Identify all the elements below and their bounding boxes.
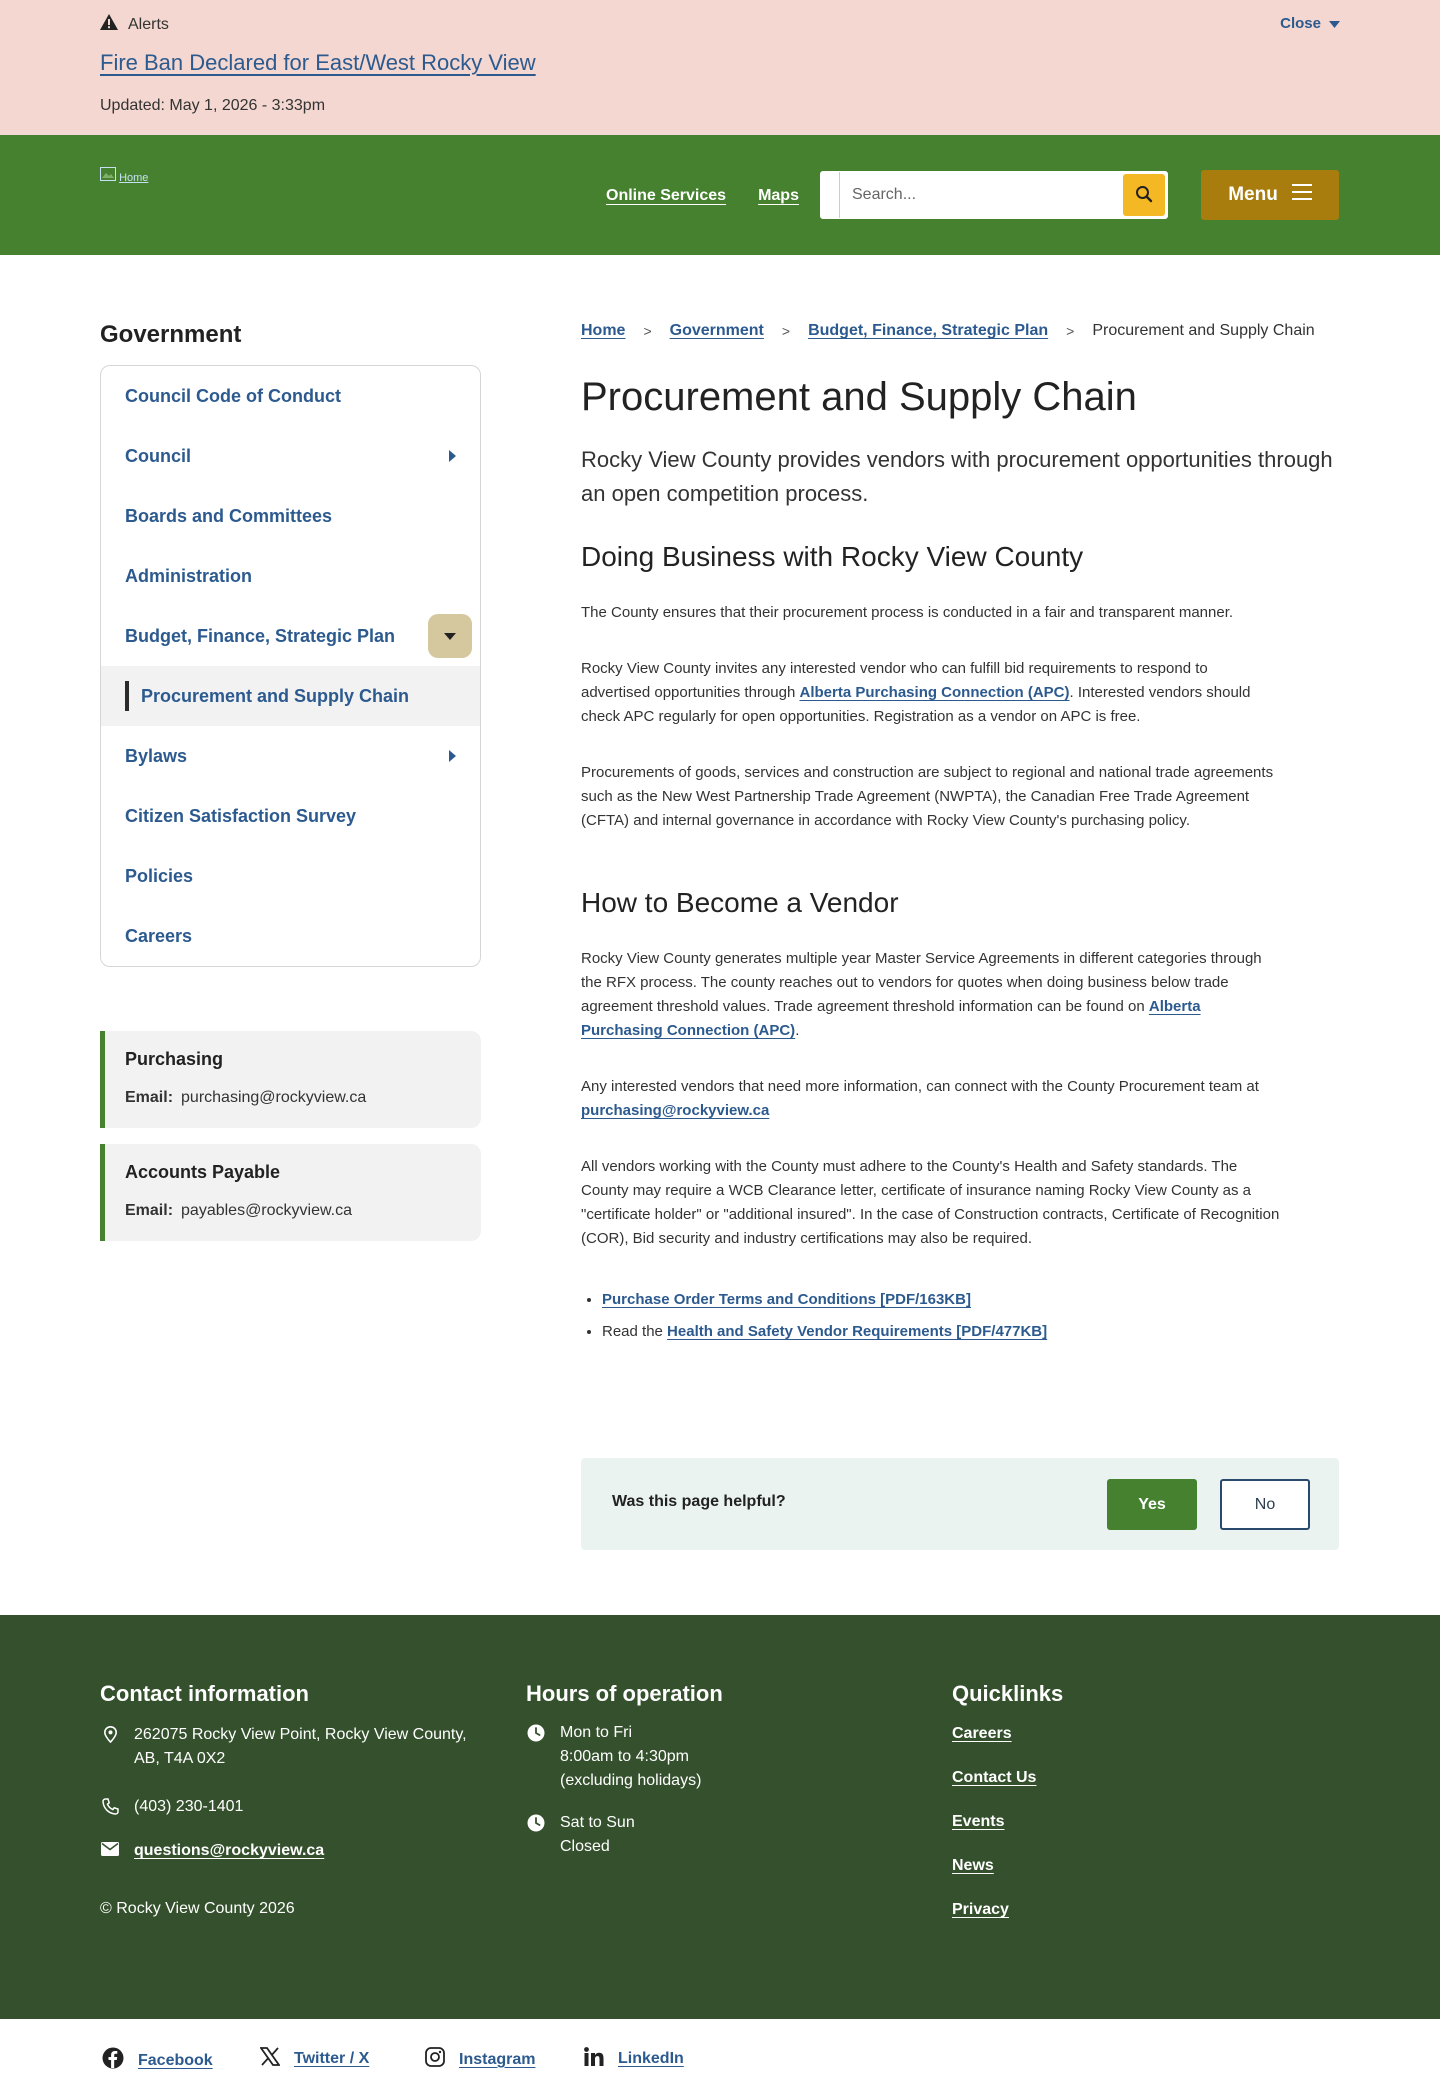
sidebar-item-label: Council Code of Conduct bbox=[125, 385, 341, 406]
social-instagram bbox=[425, 2047, 535, 2072]
list-item bbox=[602, 1316, 1047, 1348]
sidebar-item-council-code-of-conduct[interactable] bbox=[101, 366, 480, 426]
sidebar-item-budget-finance[interactable] bbox=[101, 606, 480, 666]
social-linkedin bbox=[584, 2047, 684, 2071]
sidebar-item-label: Bylaws bbox=[125, 745, 188, 766]
sidebar-item-bylaws[interactable] bbox=[101, 726, 480, 786]
email-value: purchasing@rockyview.ca bbox=[181, 1089, 367, 1106]
hours-weekend bbox=[526, 1811, 635, 1859]
text: Rocky View County generates multiple year Master Service Agreements in different categories through the RFX process. The county reaches out to vendors for quotes when doing business below trade agreement threshold values. Trade agreement threshold information can be found on bbox=[581, 950, 1262, 1015]
footer-email bbox=[100, 1839, 324, 1863]
footer-hours-title: Hours of operation bbox=[526, 1681, 723, 1706]
feedback-yes-button[interactable]: Yes bbox=[1107, 1479, 1197, 1530]
feedback-box bbox=[581, 1458, 1339, 1550]
alert-label: Alerts bbox=[128, 15, 169, 33]
menu-label: Menu bbox=[1228, 184, 1278, 205]
search-icon bbox=[1135, 185, 1153, 206]
paragraph bbox=[581, 947, 1281, 1043]
alert-close-label: Close bbox=[1280, 15, 1321, 32]
contact-card-email bbox=[125, 1089, 366, 1107]
hours-days: Mon to Fri bbox=[560, 1724, 633, 1741]
linkedin-icon[interactable] bbox=[584, 2047, 604, 2071]
footer-address bbox=[100, 1723, 480, 1771]
sidebar-item-label: Careers bbox=[125, 925, 193, 946]
contact-card-accounts-payable bbox=[100, 1144, 481, 1241]
hours-weekday-text bbox=[560, 1721, 701, 1793]
hours-weekday bbox=[526, 1721, 701, 1793]
alert-header bbox=[100, 14, 169, 35]
paragraph: The County ensures that their procurement process is conducted in a fair and transparent manner. bbox=[581, 604, 1234, 621]
clock-icon bbox=[526, 1811, 546, 1859]
purchasing-email-link[interactable]: purchasing@rockyview.ca bbox=[581, 1102, 770, 1119]
sidebar-item-label: Administration bbox=[125, 565, 253, 586]
quicklink-careers[interactable]: Careers bbox=[952, 1725, 1012, 1742]
breadcrumb-budget[interactable]: Budget, Finance, Strategic Plan bbox=[808, 322, 1049, 339]
email-label: Email: bbox=[125, 1202, 174, 1219]
po-terms-link[interactable]: Purchase Order Terms and Conditions [PDF/163KB] bbox=[602, 1291, 971, 1308]
clock-icon bbox=[526, 1721, 546, 1793]
footer-contact-title: Contact information bbox=[100, 1681, 309, 1706]
document-list bbox=[602, 1284, 1047, 1348]
breadcrumb-separator: > bbox=[643, 323, 652, 339]
text: . Interested vendors should check APC regularly for open opportunities. Registration as a vendor on APC is free. bbox=[581, 684, 1251, 725]
breadcrumb-home[interactable]: Home bbox=[581, 322, 626, 339]
search-form bbox=[820, 171, 1168, 219]
social-twitter bbox=[260, 2047, 369, 2071]
phone-text: (403) 230-1401 bbox=[134, 1798, 244, 1815]
warning-icon bbox=[100, 14, 118, 35]
sidebar-item-label: Boards and Committees bbox=[125, 505, 333, 526]
hours-note: (excluding holidays) bbox=[560, 1772, 702, 1789]
nav-maps[interactable]: Maps bbox=[758, 187, 799, 204]
apc-link[interactable]: Alberta Purchasing Connection (APC) bbox=[799, 684, 1070, 701]
sidebar-item-label: Budget, Finance, Strategic Plan bbox=[125, 625, 396, 646]
social-facebook bbox=[102, 2047, 213, 2074]
sidebar-item-careers[interactable] bbox=[101, 906, 480, 966]
sidebar-item-council[interactable] bbox=[101, 426, 480, 486]
phone-icon bbox=[100, 1795, 120, 1819]
sidebar-item-boards-and-committees[interactable] bbox=[101, 486, 480, 546]
hours-time: 8:00am to 4:30pm bbox=[560, 1748, 689, 1765]
envelope-icon bbox=[100, 1839, 120, 1863]
quicklink-events[interactable]: Events bbox=[952, 1813, 1005, 1830]
contact-card-title: Purchasing bbox=[125, 1049, 224, 1069]
alert-close-button[interactable] bbox=[1280, 15, 1340, 32]
text: Rocky View County invites any interested vendor who can fulfill bid requirements to respond to advertised opportunities through bbox=[581, 660, 1208, 701]
chevron-right-icon[interactable] bbox=[449, 750, 456, 762]
search-input[interactable] bbox=[839, 172, 1119, 218]
email-label: Email: bbox=[125, 1089, 174, 1106]
nav-online-services[interactable]: Online Services bbox=[606, 187, 727, 204]
sidebar-item-label: Citizen Satisfaction Survey bbox=[125, 805, 357, 826]
logo-alt-text: Home bbox=[119, 172, 149, 184]
hours-days: Sat to Sun bbox=[560, 1814, 635, 1831]
twitter-link[interactable]: Twitter / X bbox=[294, 2050, 370, 2067]
search-button[interactable] bbox=[1123, 174, 1165, 216]
facebook-link[interactable]: Facebook bbox=[138, 2051, 213, 2069]
breadcrumb-separator: > bbox=[781, 323, 791, 339]
paragraph bbox=[581, 1075, 1281, 1123]
text: Any interested vendors that need more information, can connect with the County Procurement team at bbox=[581, 1078, 1259, 1095]
site-footer bbox=[0, 1615, 1440, 2019]
feedback-question: Was this page helpful? bbox=[612, 1493, 786, 1510]
copyright: © Rocky View County 2026 bbox=[100, 1900, 295, 1917]
contact-card-email bbox=[125, 1202, 352, 1220]
breadcrumb-government[interactable]: Government bbox=[669, 322, 764, 339]
paragraph bbox=[581, 657, 1281, 729]
alert-bar bbox=[0, 0, 1440, 135]
site-header bbox=[0, 135, 1440, 255]
address-text: 262075 Rocky View Point, Rocky View County, AB, T4A 0X2 bbox=[134, 1726, 467, 1767]
heading-doing-business: Doing Business with Rocky View County bbox=[581, 541, 1084, 572]
alert-updated-time: Updated: May 1, 2026 - 3:33pm bbox=[100, 97, 326, 114]
sidebar-item-citizen-survey[interactable] bbox=[101, 786, 480, 846]
sidebar-item-procurement[interactable] bbox=[101, 666, 480, 726]
sidebar-item-label: Council bbox=[125, 445, 191, 466]
sidebar-nav bbox=[100, 365, 481, 967]
sidebar-item-administration[interactable] bbox=[101, 546, 480, 606]
x-twitter-icon[interactable] bbox=[260, 2047, 280, 2071]
chevron-down-icon bbox=[1329, 15, 1340, 32]
instagram-link[interactable]: Instagram bbox=[459, 2050, 536, 2068]
quicklink-contact-us[interactable]: Contact Us bbox=[952, 1769, 1037, 1786]
feedback-no-button[interactable]: No bbox=[1220, 1479, 1310, 1530]
map-pin-icon bbox=[100, 1723, 120, 1771]
quicklink-news[interactable]: News bbox=[952, 1857, 994, 1874]
sidebar-item-label: Procurement and Supply Chain bbox=[141, 685, 410, 706]
active-indicator bbox=[125, 681, 129, 711]
paragraph: Procurements of goods, services and construction are subject to regional and national trade agreements such as the New West Partnership Trade Agreement (NWPTA), the Canadian Free Trade Agreement (CFTA) and internal governance in accordance with Rocky View County's purchasing policy. bbox=[581, 764, 1274, 829]
chevron-right-icon[interactable] bbox=[449, 450, 456, 462]
linkedin-link[interactable]: LinkedIn bbox=[618, 2050, 684, 2067]
breadcrumb-current: Procurement and Supply Chain bbox=[1092, 322, 1315, 339]
hamburger-icon bbox=[1292, 184, 1312, 206]
site-logo[interactable] bbox=[100, 167, 162, 189]
social-bar bbox=[0, 2019, 1440, 2100]
list-item bbox=[602, 1284, 1047, 1316]
footer-phone bbox=[100, 1795, 243, 1819]
breadcrumb-separator: > bbox=[1066, 323, 1075, 339]
main-content bbox=[0, 255, 1440, 1615]
sidebar-item-label: Policies bbox=[125, 865, 194, 886]
email-value: payables@rockyview.ca bbox=[181, 1202, 352, 1219]
alert-title-link[interactable]: Fire Ban Declared for East/West Rocky View bbox=[100, 50, 536, 75]
hours-weekend-text bbox=[560, 1811, 635, 1859]
health-safety-link[interactable]: Health and Safety Vendor Requirements [PDF/477KB] bbox=[667, 1323, 1048, 1340]
breadcrumb bbox=[581, 322, 1315, 340]
footer-email-link[interactable]: questions@rockyview.ca bbox=[134, 1842, 325, 1859]
quicklink-privacy[interactable]: Privacy bbox=[952, 1901, 1009, 1918]
sidebar-title: Government bbox=[100, 321, 242, 348]
sidebar-item-policies[interactable] bbox=[101, 846, 480, 906]
footer-quicklinks-title: Quicklinks bbox=[952, 1681, 1064, 1706]
apc-link[interactable]: Alberta Purchasing Connection (APC) bbox=[581, 998, 1201, 1039]
chevron-down-icon[interactable] bbox=[428, 614, 472, 658]
page-title: Procurement and Supply Chain bbox=[581, 375, 1137, 419]
hours-time: Closed bbox=[560, 1838, 610, 1855]
facebook-icon[interactable] bbox=[102, 2047, 124, 2074]
broken-image-icon bbox=[100, 167, 116, 181]
heading-become-vendor: How to Become a Vendor bbox=[581, 887, 899, 918]
menu-button[interactable] bbox=[1201, 170, 1339, 220]
instagram-icon[interactable] bbox=[425, 2047, 445, 2072]
contact-card-purchasing bbox=[100, 1031, 481, 1128]
text: Read the bbox=[602, 1323, 668, 1340]
header-nav bbox=[606, 187, 799, 205]
text: . bbox=[795, 1022, 800, 1039]
paragraph: All vendors working with the County must adhere to the County's Health and Safety standards. The County may require a WCB Clearance letter, certificate of insurance naming Rocky View County as a "certificate holder" or "additional insured". In the case of Construction contracts, Certificate of Recognition (COR), Bid security and industry certifications may also be required. bbox=[581, 1158, 1280, 1247]
page-lead: Rocky View County provides vendors with procurement opportunities through an open competition process. bbox=[581, 447, 1333, 506]
contact-card-title: Accounts Payable bbox=[125, 1162, 281, 1182]
